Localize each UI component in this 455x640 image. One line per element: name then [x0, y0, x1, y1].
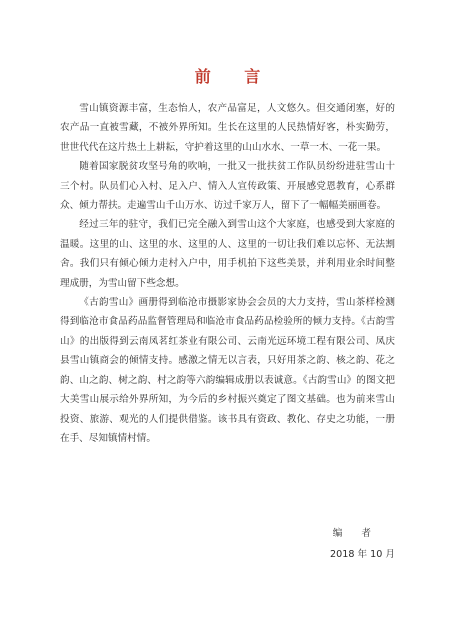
- date-line: 2018 年 10 月: [330, 549, 395, 560]
- editor-signature: 编 者: [332, 528, 379, 539]
- page-title: 前 言: [194, 67, 275, 86]
- paragraph-1: 雪山镇资源丰富，生态怡人，农产品富足，人文悠久。但交通闭塞，好的农产品一直被雪藏，不被外界所知。生长在这里的人民热情好客，朴实勤劳，世世代代在这片热土上耕耘，守护着这里的山山水水、一草一木、一花一果。: [60, 103, 395, 153]
- paragraph-4: 《古韵雪山》画册得到临沧市摄影家协会会员的大力支持，雪山茶样检测得到临沧市食品药品监督管理局和临沧市食品药品检验所的倾力支持。《古韵雪山》的出版得到云南凤茗红茶业有限公司、云南光远环境工程有限公司、凤庆县雪山镇商会的倾情支持。感激之情无以言表，只好用茶之韵、核之韵、花之韵、山之韵、树之韵、村之韵等六韵编辑成册以表诚意。《古韵雪山》的图文把大美雪山展示给外界所知，为今后的乡村振兴奠定了图文基础。也为前来雪山投资、旅游、观光的人们提供借鉴。该书具有资政、教化、存史之功能，一册在手、尽知镇情村情。: [60, 297, 395, 444]
- paragraph-2: 随着国家脱贫攻坚号角的吹响，一批又一批扶贫工作队员纷纷进驻雪山十三个村。队员们心入村、足入户、情入人宣传政策、开展感党恩教育，心系群众、倾力帮扶。走遍雪山千山万水、访过千家万人，留下了一幅幅美丽画卷。: [60, 161, 395, 212]
- paragraph-3: 经过三年的驻守，我们已完全融入到雪山这个大家庭，也感受到大家庭的温暖。这里的山、这里的水、这里的人、这里的一切让我们难以忘怀、无法割舍。我们只有倾心倾力走村入户中，用手机拍下这些美景，并利用业余时间整理成册，为雪山留下些念想。: [60, 219, 395, 289]
- preface-body: [60, 99, 395, 448]
